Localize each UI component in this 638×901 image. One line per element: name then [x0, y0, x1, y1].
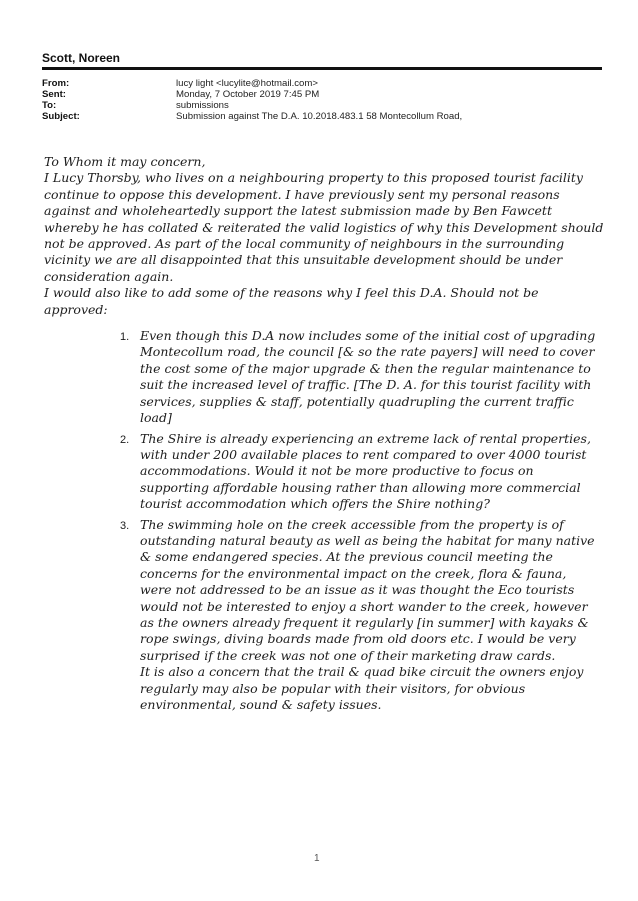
to-value: submissions: [176, 100, 229, 111]
list-item-text: Even though this D.A now includes some of the initial cost of upgrading Montecollum road, the council [& so the rate payers] will need to cover the cost some of the major upgrade & then the regular maintenance to suit the increased level of traffic. [The D. A. for this tourist facility with services, supplies & staff, potentially quadrupling the current traffic load]: [140, 328, 596, 426]
lead-in: I would also like to add some of the reasons why I feel this D.A. Should not be approved:: [44, 285, 539, 317]
page-number: 1: [314, 853, 320, 864]
sent-row: [42, 89, 462, 100]
email-header-fields: [42, 78, 462, 122]
subject-label: Subject:: [42, 111, 80, 122]
to-row: [42, 100, 462, 111]
list-item-text: The swimming hole on the creek accessible from the property is of outstanding natural beauty as well as being the habitat for many native & some endangered species. At the previous council meeting the concerns for the environmental impact on the creek, flora & fauna, were not addressed to be an issue as it was thought the Eco tourists would not be interested to enjoy a short wander to the creek, however as the owners already frequent it regularly [in summer] with kayaks & rope swings, diving boards made from old doors etc. I would be very surprised if the creek was not one of their marketing draw cards.: [140, 516, 595, 663]
list-item-continuation: It is also a concern that the trail & quad bike circuit the owners enjoy regularly may also be popular with their visitors, for obvious environmental, sound & safety issues.: [140, 664, 584, 712]
list-number: 1.: [120, 331, 130, 344]
to-label: To:: [42, 100, 57, 111]
salutation: To Whom it may concern,: [44, 154, 206, 169]
list-number: 3.: [120, 519, 130, 532]
sent-label: Sent:: [42, 89, 66, 100]
list-item: [120, 517, 604, 714]
subject-row: [42, 111, 462, 122]
list-item-body: [140, 517, 600, 714]
subject-value: Submission against The D.A. 10.2018.483.1 58 Montecollum Road,: [176, 111, 463, 122]
sent-value: Monday, 7 October 2019 7:45 PM: [176, 89, 320, 100]
from-value: lucy light <lucylite@hotmail.com>: [176, 78, 318, 89]
list-number: 2.: [120, 433, 130, 446]
mailbox-owner-name: Scott, Noreen: [42, 51, 121, 65]
list-item: [120, 328, 604, 426]
intro-paragraph: I Lucy Thorsby, who lives on a neighbouring property to this proposed tourist facility continue to oppose this development. I have previously sent my personal reasons against and wholeheartedly support the latest submission made by Ben Fawcett whereby he has collated & reiterated the valid logistics of why this Development should not be approved. As part of the local community of neighbours in the surrounding vicinity we are all disappointed that this unsuitable development should be under consideration again.: [44, 170, 604, 284]
letter-body: [44, 154, 604, 717]
header-divider: [42, 67, 602, 70]
reasons-list: [44, 328, 604, 713]
list-item: [120, 431, 604, 513]
from-row: [42, 78, 462, 89]
from-label: From:: [42, 78, 70, 89]
list-item-text: The Shire is already experiencing an extreme lack of rental properties, with under 200 available places to rent compared to over 4000 tourist accommodations. Would it not be more productive to focus on supporting affordable housing rather than allowing more commercial tourist accommodation which offers the Shire nothing?: [140, 430, 591, 512]
